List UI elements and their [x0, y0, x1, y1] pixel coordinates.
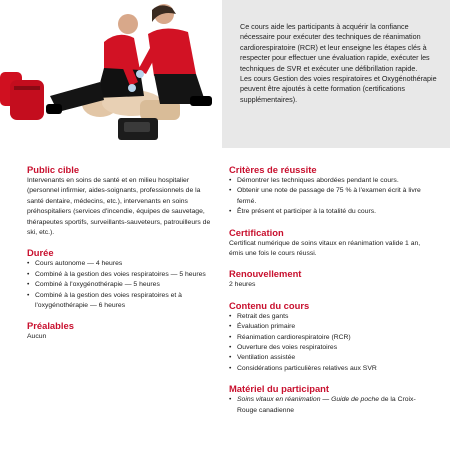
section-title: Durée	[27, 247, 54, 259]
section-text: Aucun	[27, 333, 47, 341]
section-duree	[27, 247, 217, 311]
list-item	[229, 395, 429, 416]
section-title: Public cible	[27, 164, 80, 175]
list-item: • Obtenir une note de passage de 75 % à l'examen écrit à livre fermé.	[229, 186, 429, 207]
section-text: Intervenants en soins de santé et en milieu hospitalier (personnel infirmier, aides-soignants, professionnels de la santé dentaire, médecins, etc.), intervenants en soins préhospitaliers (services d'incendie, équipes de sauvetage, thérapeutes sportifs, surveillants-sauveteurs, patrouilleurs de ski, etc.).	[27, 177, 211, 237]
bullet-list	[27, 259, 217, 311]
bullet-list	[229, 176, 429, 218]
list-item: • Être présent et participer à la totalité du cours.	[229, 207, 429, 217]
list-item: • Ventilation assistée	[229, 353, 429, 363]
cpr-training-photo	[0, 0, 222, 148]
section-text: 2 heures	[229, 281, 256, 289]
list-item: • Ouverture des voies respiratoires	[229, 343, 429, 353]
list-item: • Réanimation cardiorespiratoire (RCR)	[229, 333, 429, 343]
list-item: • Combiné à la gestion des voies respiratoires et à l'oxygénothérapie — 6 heures	[27, 291, 217, 312]
left-column	[27, 164, 217, 352]
section-criteres	[229, 164, 429, 218]
section-title: Contenu du cours	[229, 299, 310, 311]
section-prealables	[27, 320, 217, 342]
section-title: Préalables	[27, 320, 74, 332]
list-item: • Combiné à la gestion des voies respiratoires — 5 heures	[27, 270, 217, 280]
section-materiel	[229, 383, 429, 416]
section-title: Matériel du participant	[229, 383, 330, 395]
bullet-list	[229, 395, 429, 416]
right-column	[229, 164, 429, 425]
intro-text	[240, 22, 445, 105]
list-item: • Considérations particulières relatives aux SVR	[229, 364, 429, 374]
list-item: • Combiné à l'oxygénothérapie — 5 heures	[27, 280, 217, 290]
cpr-scene-illustration	[0, 0, 222, 148]
list-item: • Évaluation primaire	[229, 322, 429, 332]
header-area	[0, 0, 450, 148]
intro-paragraph: Ce cours aide les participants à acquérir la confiance nécessaire pour exécuter des techniques de réanimation cardiorespiratoire (RCR) et leur enseigne les étapes clés à respecter pour effectuer une évaluation rapide, exécuter les techniques de SVR et exécuter une défibrillation rapide.	[240, 22, 430, 73]
list-item: • Retrait des gants	[229, 312, 429, 322]
guide-title: Soins vitaux en réanimation — Guide de poche	[237, 396, 380, 404]
section-title: Certification	[229, 226, 284, 238]
intro-paragraph-additional: Les cours Gestion des voies respiratoires et Oxygénothérapie peuvent être ajoutés à cette formation (certifications supplémentaires).	[240, 74, 437, 104]
list-item: • Cours autonome — 4 heures	[27, 259, 217, 269]
section-certification	[229, 227, 429, 260]
guide-publisher: de la Croix-Rouge canadienne	[237, 396, 416, 414]
list-item: • Démontrer les techniques abordées pendant le cours.	[229, 176, 429, 186]
section-text: Certificat numérique de soins vitaux en réanimation valide 1 an, émis une fois le cours réussi.	[229, 239, 421, 258]
section-renouvellement	[229, 268, 429, 290]
bullet-list	[229, 312, 429, 374]
section-title: Renouvellement	[229, 268, 302, 280]
section-contenu	[229, 300, 429, 374]
section-title: Critères de réussite	[229, 164, 317, 175]
section-public-cible	[27, 164, 217, 238]
intro-box	[222, 0, 450, 148]
